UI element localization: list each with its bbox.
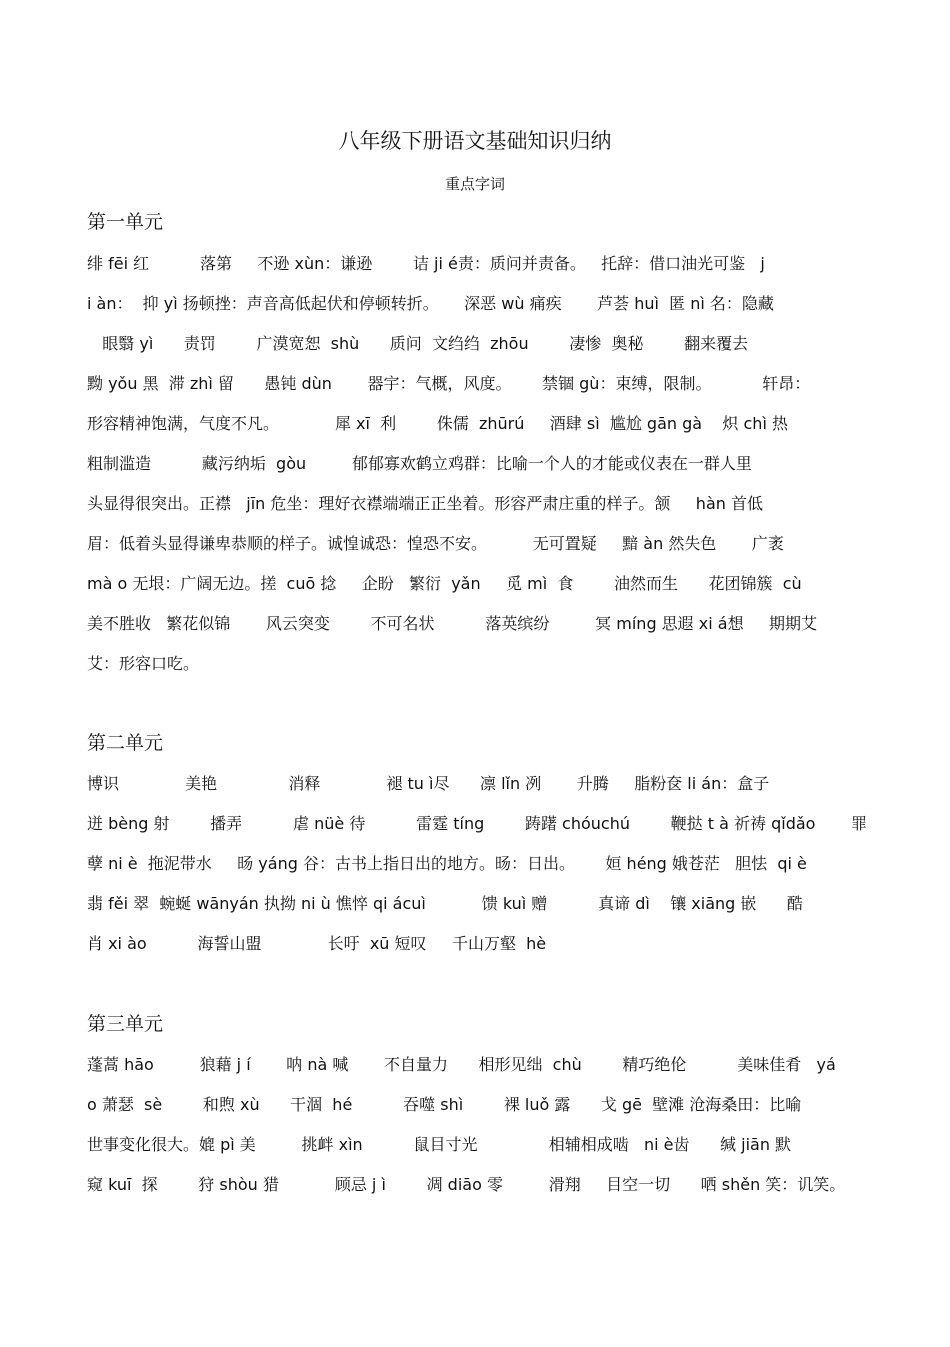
section-3-heading: 第三单元 — [87, 1013, 164, 1035]
section-3-line-3: 世事变化很大。媲 pì 美 挑衅 xìn 鼠目寸光 相辅相成啮 ni è齿 缄 jiān 默 — [87, 1135, 792, 1154]
section-1-line-11: 艾：形容口吃。 — [87, 654, 200, 673]
section-1-line-3: 眼翳 yì 责罚 广漠宽恕 shù 质问 文绉绉 zhōu 凄惨 奥秘 翻来覆去 — [87, 334, 749, 353]
section-3-line-4: 窥 kuī 探 狩 shòu 猎 顾忌 j ì 凋 diāo 零 滑翔 目空一切 哂 shěn 笑：讥笑。 — [87, 1175, 846, 1194]
section-2-line-2: 迸 bèng 射 播弄 虐 nüè 待 雷霆 tíng 踌躇 chóuchú 鞭挞 t à 祈祷 qǐdǎo 罪 — [87, 814, 868, 833]
section-1-line-10: 美不胜收 繁花似锦 风云突变 不可名状 落英缤纷 冥 míng 思遐 xi á想 期期艾 — [87, 614, 818, 633]
section-2-line-1: 博识 美艳 消释 褪 tu ì尽 凛 lǐn 冽 升腾 脂粉奁 li án：盒子 — [87, 774, 770, 793]
section-2-line-4: 翡 fěi 翠 蜿蜒 wānyán 执拗 ni ù 憔悴 qi ácuì 馈 kuì 赠 真谛 dì 镶 xiāng 嵌 酷 — [87, 894, 803, 913]
section-2-heading: 第二单元 — [87, 732, 164, 754]
section-3-line-2: o 萧瑟 sè 和煦 xù 干涸 hé 吞噬 shì 裸 luǒ 露 戈 gē 壁滩 沧海桑田：比喻 — [87, 1095, 802, 1114]
section-2-line-3: 孽 ni è 拖泥带水 旸 yáng 谷：古书上指日出的地方。旸：日出。 姮 héng 娥苍茫 胆怯 qi è — [87, 854, 807, 873]
section-1-line-1: 绯 fēi 红 落第 不逊 xùn：谦逊 诘 ji é责：质问并责备。 托辞：借口油光可鉴 j — [87, 254, 765, 273]
document-subtitle: 重点字词 — [444, 175, 505, 193]
section-1-line-4: 黝 yǒu 黑 滞 zhì 留 愚钝 dùn 器宇：气概，风度。 禁锢 gù：束缚，限制。 轩昂： — [87, 374, 811, 393]
section-1-line-6: 粗制滥造 藏污纳垢 gòu 郁郁寡欢鹤立鸡群：比喻一个人的才能或仪表在一群人里 — [87, 454, 752, 473]
section-3-line-1: 蓬蒿 hāo 狼藉 j í 呐 nà 喊 不自量力 相形见绌 chù 精巧绝伦 美味佳肴 yá — [87, 1055, 836, 1074]
section-1-line-8: 眉：低着头显得谦卑恭顺的样子。诚惶诚恐：惶恐不安。 无可置疑 黯 àn 然失色 广袤 — [87, 534, 784, 553]
section-2-line-5: 肖 xi ào 海誓山盟 长吁 xū 短叹 千山万壑 hè — [87, 934, 547, 953]
document-title: 八年级下册语文基础知识归纳 — [338, 129, 612, 153]
section-1-line-5: 形容精神饱满，气度不凡。 犀 xī 利 侏儒 zhūrú 酒肆 sì 尴尬 gān gà 炽 chì 热 — [87, 414, 788, 433]
section-1-line-9: mà o 无垠：广阔无边。搓 cuō 捻 企盼 繁衍 yǎn 觅 mì 食 油然而生 花团锦簇 cù — [87, 574, 802, 593]
section-1-heading: 第一单元 — [87, 211, 164, 233]
section-1-line-2: i àn： 抑 yì 扬顿挫：声音高低起伏和停顿转折。 深恶 wù 痛疾 芦荟 huì 匿 nì 名：隐藏 — [87, 294, 774, 313]
section-1-line-7: 头显得很突出。正襟 jīn 危坐：理好衣襟端端正正坐着。形容严肃庄重的样子。颔 hàn 首低 — [87, 494, 763, 513]
